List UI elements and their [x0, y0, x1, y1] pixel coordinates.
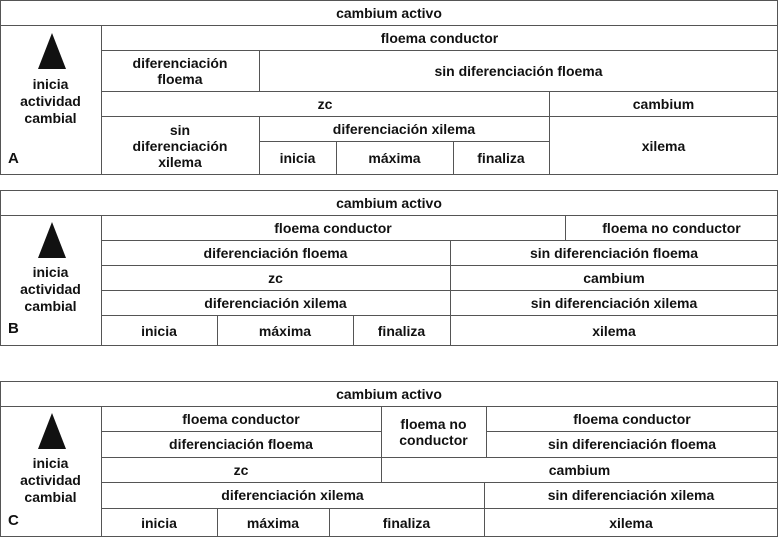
floema-conductor: floema conductor [380, 29, 499, 46]
sin-diferenciacion-xilema: sin diferenciación xilema [530, 294, 698, 311]
zc: zc [233, 461, 249, 478]
panel-letter: A [8, 150, 19, 167]
floema-conductor-left: floema conductor [182, 410, 300, 427]
inicia-actividad-cambial-label: inicia actividad cambial [20, 76, 81, 126]
finaliza: finaliza [477, 150, 525, 166]
triangle-icon [38, 33, 66, 69]
sin-diferenciacion-floema: sin diferenciación floema [547, 436, 717, 452]
diferenciacion-floema: diferenciación floema [169, 436, 313, 452]
inicia: inicia [141, 514, 177, 531]
cambium-activo-label: cambium activo [336, 385, 442, 402]
inicia-actividad-cambial-label: inicia actividad cambial [20, 455, 81, 505]
panel-letter: B [8, 320, 19, 337]
sin-diferenciacion-floema: sin diferenciación floema [434, 62, 603, 79]
finaliza: finaliza [382, 514, 431, 531]
maxima: máxima [246, 514, 300, 531]
sin-diferenciacion-floema: sin diferenciación floema [529, 244, 699, 261]
finaliza: finaliza [377, 322, 426, 339]
floema-conductor-right: floema conductor [573, 410, 691, 427]
maxima: máxima [368, 150, 421, 166]
cambium: cambium [548, 461, 611, 478]
sin-diferenciacion-xilema: sin diferenciación xilema [132, 121, 228, 170]
cambium: cambium [583, 269, 645, 286]
diferenciacion-xilema: diferenciación xilema [332, 120, 476, 137]
diferenciacion-xilema: diferenciación xilema [204, 294, 347, 311]
triangle-icon [38, 222, 66, 258]
floema-no-conductor: floema no conductor [399, 415, 468, 448]
sin-diferenciacion-xilema: sin diferenciación xilema [547, 487, 715, 503]
floema-conductor: floema conductor [274, 219, 392, 236]
cambium: cambium [632, 95, 695, 112]
floema-no-conductor: floema no conductor [602, 219, 741, 236]
xilema: xilema [592, 322, 636, 339]
inicia-actividad-cambial-label: inicia actividad cambial [20, 264, 81, 314]
inicia: inicia [141, 322, 177, 339]
maxima: máxima [258, 322, 312, 339]
diferenciacion-floema: diferenciación floema [203, 244, 348, 261]
diferenciacion-floema: diferenciación floema [132, 54, 228, 87]
panel-letter: C [8, 512, 19, 529]
zc: zc [268, 269, 283, 286]
zc: zc [317, 95, 333, 112]
triangle-icon [38, 413, 66, 449]
cambium-activo-label: cambium activo [336, 4, 442, 21]
inicia: inicia [279, 150, 316, 166]
diferenciacion-xilema: diferenciación xilema [221, 487, 364, 503]
xilema: xilema [641, 137, 686, 154]
cambium-activo-label: cambium activo [336, 194, 442, 211]
xilema: xilema [609, 514, 653, 531]
